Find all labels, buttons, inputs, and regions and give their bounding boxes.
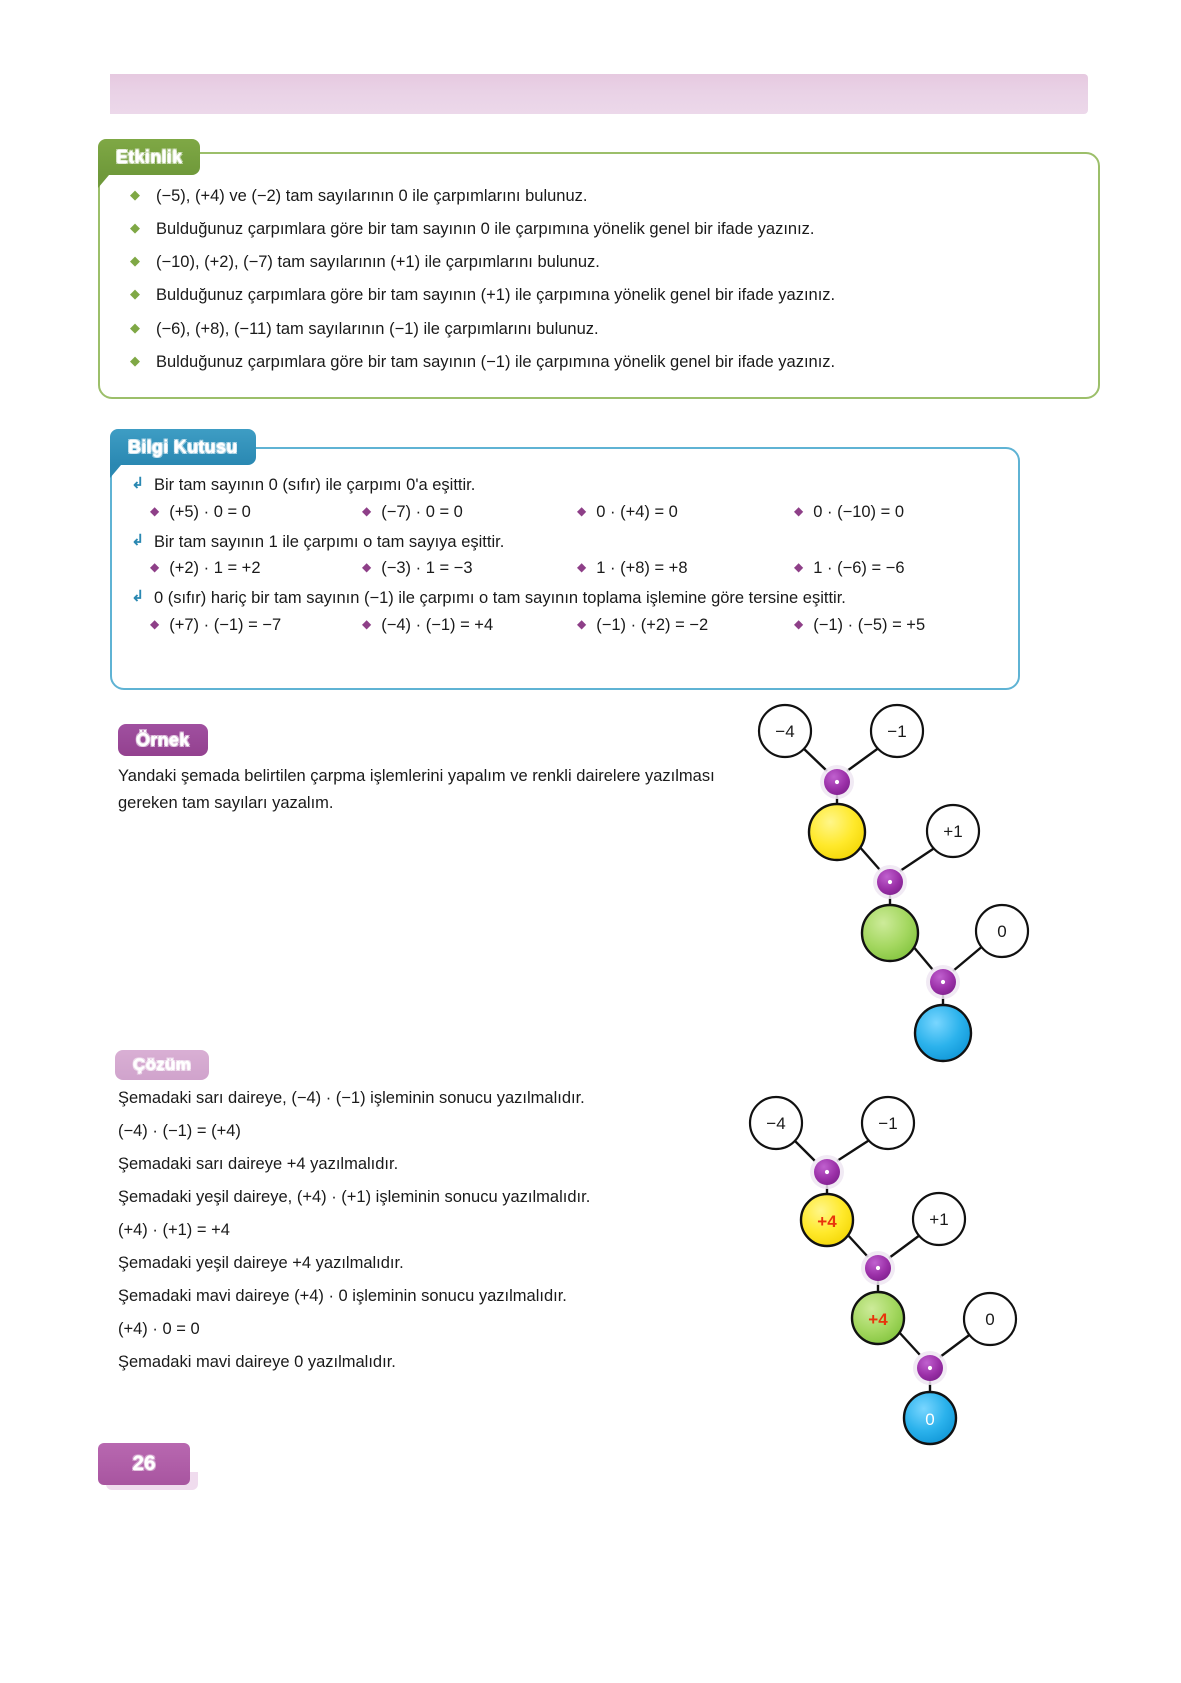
bilgi-kutusu-tag [110, 429, 256, 465]
equation-cell [150, 559, 362, 578]
etkinlik-tag [98, 139, 200, 175]
input-node-top-left [759, 705, 811, 757]
input-value: 0 [997, 922, 1007, 941]
ornek-tag [118, 724, 208, 756]
list-item [128, 352, 1088, 373]
equation-text: 0 · (−10) = 0 [813, 502, 905, 521]
equation-text: (−4) · (−1) = +4 [381, 615, 494, 634]
rule-row [128, 588, 1018, 609]
equation-cell [362, 559, 577, 578]
arrow-hook-icon: ↳ [131, 475, 144, 492]
equation-text: (−3) · 1 = −3 [381, 559, 473, 578]
list-item-text: (−5), (+4) ve (−2) tam sayılarının 0 ile çarpımlarını bulunuz. [156, 187, 588, 205]
operator-node-1 [820, 765, 854, 799]
result-node-yellow[interactable] [809, 804, 865, 860]
equation-cell [150, 503, 362, 522]
equation-cell [362, 616, 577, 635]
equation-row [150, 616, 1018, 635]
equation-text: (−7) · 0 = 0 [381, 502, 463, 521]
rule-row [128, 532, 1018, 553]
operator-node-3 [913, 1351, 947, 1385]
diamond-bullet-icon: ◆ [150, 560, 160, 575]
input-node-low-right [964, 1293, 1016, 1345]
cozum-line: Şemadaki sarı daireye +4 yazılmalıdır. [118, 1155, 399, 1173]
list-item [128, 252, 1088, 273]
input-value: −4 [775, 722, 795, 741]
equation-text: (−1) · (−5) = +5 [813, 615, 926, 634]
result-value: 0 [925, 1410, 935, 1429]
cozum-tag-label: Çözüm [133, 1055, 192, 1074]
cozum-line: Şemadaki yeşil daireye, (+4) · (+1) işleminin sonucu yazılmalıdır. [118, 1188, 591, 1206]
equation-row [150, 503, 1018, 522]
list-item-text: Bulduğunuz çarpımlara göre bir tam sayının (−1) ile çarpımına yönelik genel bir ifade yazınız. [156, 352, 836, 371]
equation-cell [794, 559, 905, 578]
diamond-bullet-icon: ◆ [150, 616, 160, 631]
input-node-mid-right [913, 1193, 965, 1245]
diamond-bullet-icon: ◆ [130, 220, 140, 236]
diamond-bullet-icon: ◆ [577, 616, 587, 631]
diamond-bullet-icon: ◆ [130, 187, 140, 202]
list-item [128, 285, 1088, 306]
diamond-bullet-icon: ◆ [794, 616, 804, 631]
input-value: 0 [985, 1310, 995, 1329]
multiplication-tree-blank [740, 705, 1007, 1075]
arrow-hook-icon: ↳ [131, 588, 144, 606]
diamond-bullet-icon: ◆ [577, 503, 587, 518]
result-node-green[interactable] [862, 905, 918, 961]
list-item [128, 186, 1088, 207]
diamond-bullet-icon: ◆ [130, 352, 140, 368]
input-node-low-right [976, 905, 1028, 957]
operator-node-3 [926, 965, 960, 999]
equation-cell [362, 503, 577, 522]
tag-notch-icon [98, 175, 109, 188]
top-banner [110, 74, 1088, 114]
result-node-blue[interactable] [904, 1392, 956, 1444]
equation-cell [577, 503, 794, 522]
list-item [128, 219, 1088, 240]
equation-text: 0 · (+4) = 0 [596, 502, 678, 521]
diamond-bullet-icon: ◆ [130, 286, 140, 302]
input-node-top-left [750, 1097, 802, 1149]
rule-text: Bir tam sayının 0 (sıfır) ile çarpımı 0'a eşittir. [154, 476, 476, 494]
list-item [128, 319, 1088, 340]
equation-text: 1 · (−6) = −6 [813, 559, 905, 578]
operator-node-2 [873, 865, 907, 899]
tag-notch-icon [110, 465, 121, 478]
cozum-line: Şemadaki mavi daireye 0 yazılmalıdır. [118, 1353, 396, 1371]
ornek-tag-label: Örnek [136, 729, 190, 750]
equation-row [150, 559, 1018, 578]
cozum-line: (+4) · (+1) = +4 [118, 1221, 230, 1239]
equation-cell [794, 616, 925, 635]
equation-text: (+7) · (−1) = −7 [169, 615, 282, 634]
diamond-bullet-icon: ◆ [362, 560, 372, 575]
rule-text: Bir tam sayının 1 ile çarpımı o tam sayıya eşittir. [154, 532, 505, 551]
result-node-blue[interactable] [915, 1005, 971, 1061]
arrow-hook-icon: ↳ [131, 531, 144, 549]
input-value: +1 [929, 1210, 949, 1229]
diamond-bullet-icon: ◆ [130, 319, 140, 335]
cozum-tag [115, 1050, 209, 1080]
result-value: +4 [868, 1310, 888, 1329]
equation-text: (+5) · 0 = 0 [169, 502, 251, 521]
equation-text: 1 · (+8) = +8 [596, 559, 688, 578]
input-value: −4 [766, 1114, 786, 1133]
input-node-top-right [862, 1097, 914, 1149]
operator-node-2 [861, 1251, 895, 1285]
result-value: +4 [817, 1212, 837, 1231]
equation-text: (+2) · 1 = +2 [169, 559, 261, 578]
rule-row [128, 475, 1018, 496]
cozum-line: Şemadaki sarı daireye, (−4) · (−1) işleminin sonucu yazılmalıdır. [118, 1089, 585, 1107]
diamond-bullet-icon: ◆ [150, 503, 160, 518]
diamond-bullet-icon: ◆ [362, 503, 372, 518]
diamond-bullet-icon: ◆ [130, 253, 140, 269]
bilgi-kutusu-list [128, 475, 1018, 645]
input-value: +1 [943, 822, 963, 841]
cozum-line: (+4) · 0 = 0 [118, 1320, 200, 1338]
cozum-line: Şemadaki mavi daireye (+4) · 0 işleminin sonucu yazılmalıdır. [118, 1287, 567, 1305]
operator-node-1 [810, 1155, 844, 1189]
list-item-text: (−6), (+8), (−11) tam sayılarının (−1) ile çarpımlarını bulunuz. [156, 319, 599, 338]
result-node-green[interactable] [852, 1292, 904, 1344]
etkinlik-list [128, 186, 1088, 385]
diamond-bullet-icon: ◆ [362, 616, 372, 631]
input-value: −1 [878, 1114, 898, 1133]
etkinlik-tag-label: Etkinlik [116, 146, 183, 167]
cozum-line: Şemadaki yeşil daireye +4 yazılmalıdır. [118, 1254, 404, 1272]
cozum-text [118, 1090, 758, 1387]
diamond-bullet-icon: ◆ [794, 503, 804, 518]
diamond-bullet-icon: ◆ [794, 560, 804, 575]
equation-cell [577, 559, 794, 578]
cozum-line: (−4) · (−1) = (+4) [118, 1122, 241, 1140]
multiplication-tree-solved [740, 1085, 995, 1465]
equation-cell [150, 616, 362, 635]
list-item-text: (−10), (+2), (−7) tam sayılarının (+1) ile çarpımlarını bulunuz. [156, 253, 600, 272]
ornek-text: Yandaki şemada belirtilen çarpma işlemlerini yapalım ve renkli dairelere yazılması gereken tam sayıları yazalım. [118, 767, 715, 812]
equation-text: (−1) · (+2) = −2 [596, 615, 709, 634]
equation-cell [577, 616, 794, 635]
input-node-mid-right [927, 805, 979, 857]
rule-text: 0 (sıfır) hariç bir tam sayının (−1) ile çarpımı o tam sayının toplama işlemine göre tersine eşittir. [154, 589, 846, 608]
equation-cell [794, 503, 904, 522]
bilgi-kutusu-tag-label: Bilgi Kutusu [128, 436, 238, 457]
result-node-yellow[interactable] [801, 1194, 853, 1246]
page-number: 26 [98, 1443, 190, 1485]
input-node-top-right [871, 705, 923, 757]
diamond-bullet-icon: ◆ [577, 560, 587, 575]
input-value: −1 [887, 722, 907, 741]
list-item-text: Bulduğunuz çarpımlara göre bir tam sayının (+1) ile çarpımına yönelik genel bir ifade yazınız. [156, 286, 836, 305]
list-item-text: Bulduğunuz çarpımlara göre bir tam sayının 0 ile çarpımına yönelik genel bir ifade yazınız. [156, 220, 815, 239]
